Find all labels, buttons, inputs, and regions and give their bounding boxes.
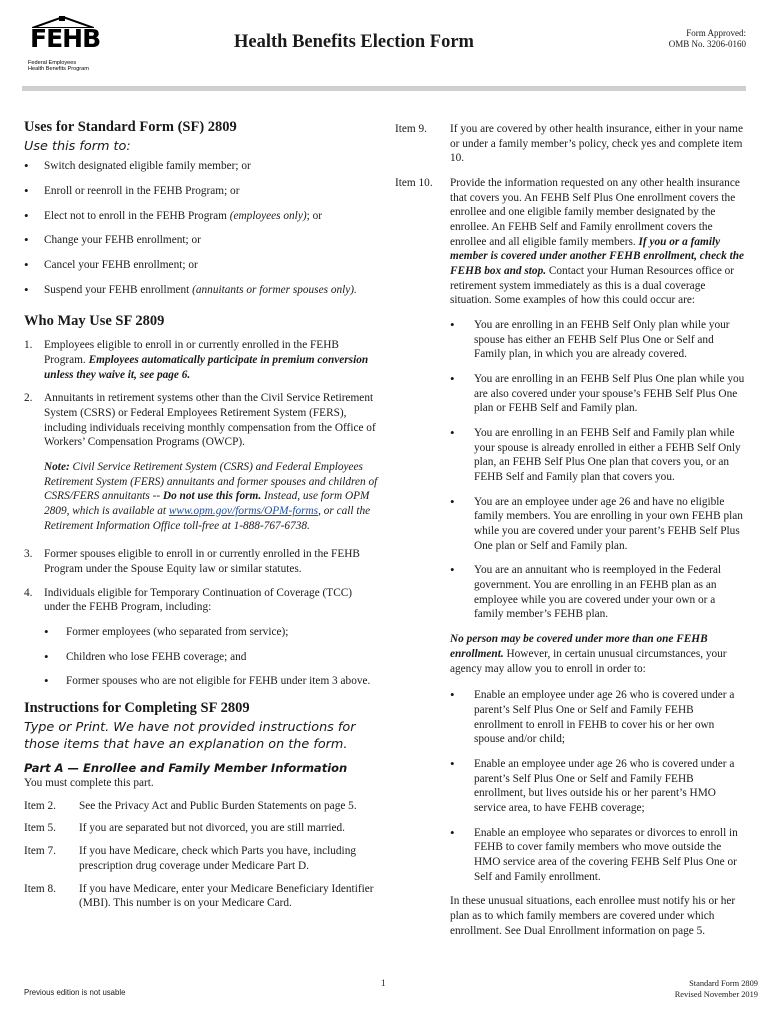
tcc-list bbox=[44, 625, 379, 689]
list-item: • Enable an employee under age 26 who is covered under a parent’s Self Plus One or Self and Family FEHB enrollment to enroll in FEHB to cover his or her own spouse and/or child; bbox=[450, 688, 745, 747]
list-item: • Cancel your FEHB enrollment; or bbox=[24, 258, 379, 273]
logo-letters: FEHB bbox=[30, 24, 101, 53]
closing-paragraph: In these unusual situations, each enrollee must notify his or her plan as to which family members are covered under which enrollment. See Dual Enrollment information on page 5. bbox=[450, 895, 736, 937]
list-item: • Children who lose FEHB coverage; and bbox=[44, 650, 379, 665]
fehb-logo bbox=[28, 16, 101, 73]
note-label: Note: bbox=[44, 461, 70, 474]
opm-forms-link[interactable]: www.opm.gov/forms/OPM-forms bbox=[168, 505, 319, 518]
list-item: • You are enrolling in an FEHB Self Plus One plan while you are also covered under your spouse’s FEHB Self Plus One plan or FEHB Self and Family plan. bbox=[450, 372, 745, 416]
allow-list bbox=[450, 688, 745, 884]
list-item: 2. Annuitants in retirement systems other than the Civil Service Retirement System (CSRS) or Federal Employees Retirement System (FERS), including individuals receiving monthly compensation from the Office of Workers’ Compensation Programs (OWCP). bbox=[24, 392, 376, 449]
who-heading: Who May Use SF 2809 bbox=[24, 312, 165, 329]
list-item: • Former employees (who separated from service); bbox=[44, 625, 379, 640]
header-divider bbox=[22, 86, 746, 91]
instruction-item: Item 7. If you have Medicare, check which Parts you have, including prescription drug coverage under Medicare Part D. bbox=[24, 845, 356, 872]
no-person-paragraph: No person may be covered under more than one FEHB enrollment. However, in certain unusual circumstances, your agency may allow you to enroll in order to: bbox=[450, 633, 727, 675]
logo-line-1: Federal Employees bbox=[28, 60, 77, 66]
page-number: 1 bbox=[381, 979, 386, 989]
page-title: Health Benefits Election Form bbox=[234, 32, 474, 52]
list-item: 3. Former spouses eligible to enroll in or currently enrolled in the FEHB Program under the Spouse Equity law or similar statutes. bbox=[24, 548, 360, 576]
list-item: • Change your FEHB enrollment; or bbox=[24, 233, 379, 248]
form-number: Standard Form 2809 bbox=[689, 979, 758, 988]
item-10: Item 10. Provide the information requested on any other health insurance that covers you. An FEHB Self Plus One enrollment covers the enrollee and one eligible family member designated by the enrollee. An FEHB Self and Family enrollment covers the enrollee and all eligible family members. If you or a family member is covered under another FEHB enrollment, check the FEHB box and stop. Contact your Human Resources office or retirement system immediately as this is a dual coverage situation. Some examples of how this could occur are: bbox=[395, 177, 745, 307]
part-a-note: You must complete this part. bbox=[24, 777, 154, 790]
who-list-continued bbox=[24, 547, 379, 689]
instruction-item: Item 5. If you are separated but not divorced, you are still married. bbox=[24, 822, 346, 835]
uses-heading: Uses for Standard Form (SF) 2809 bbox=[24, 119, 237, 135]
list-item: • You are enrolling in an FEHB Self and Family plan while your spouse is already enrolled in either a FEHB Self Only plan, an FEHB Self Plus One plan that covers you, or an FEHB Self and Family plan that covers you. bbox=[450, 426, 745, 485]
approval-line-1: Form Approved: bbox=[686, 28, 746, 38]
item-9: Item 9. If you are covered by other health insurance, either in your name or under a family member’s policy, check yes and complete item 10. bbox=[395, 123, 743, 165]
list-item: 4. Individuals eligible for Temporary Continuation of Coverage (TCC) under the FEHB Program, including: • Former employees (who separated from service); • Children who lose FEHB coverage; and • Former spouses who are not eligible for FEHB under item 3 above. bbox=[24, 586, 379, 689]
omb-approval bbox=[669, 28, 746, 51]
note-block: Note: Civil Service Retirement System (CSRS) and Federal Employees Retirement System (FERS) annuitants and former spouses and children of CSRS/FERS annuitants -- Do not use this form. Instead, use form OPM 2809, which is available at www.opm.gov/forms/OPM-forms, or call the Retirement Information Office toll-free at 1-888-767-6738. bbox=[44, 461, 378, 532]
list-item: • You are an employee under age 26 and have no eligible family members. You are enrolling in your own FEHB plan while you are covered under your parent’s FEHB Self Plus One plan or Self and Family plan. bbox=[450, 495, 745, 554]
page-header bbox=[0, 0, 768, 92]
footer-previous-edition: Previous edition is not usable bbox=[24, 988, 126, 997]
list-item: • Elect not to enroll in the FEHB Program (employees only); or bbox=[24, 209, 379, 224]
form-revision: Revised November 2019 bbox=[674, 990, 758, 1000]
instruction-item: Item 2. See the Privacy Act and Public Burden Statements on page 5. bbox=[24, 799, 357, 812]
part-a-items bbox=[24, 799, 379, 911]
list-item: • You are an annuitant who is reemployed in the Federal government. You are enrolling in an FEHB plan as an employee while you are covered under your own or a family member’s FEHB plan. bbox=[450, 563, 745, 622]
uses-list bbox=[24, 159, 379, 297]
list-item: • Enable an employee under age 26 who is covered under a parent’s Self Plus One or Self and Family FEHB enrollment, but lives outside his or her parent’s HMO service area, to have FEHB coverage; bbox=[450, 757, 745, 816]
approval-line-2: OMB No. 3206-0160 bbox=[668, 39, 746, 50]
left-column bbox=[24, 118, 379, 919]
list-item: • You are enrolling in an FEHB Self Only plan while your spouse has either an FEHB Self Plus One or Self and Family plan, in which you are already covered. bbox=[450, 318, 745, 362]
list-item: 1. Employees eligible to enroll in or currently enrolled in the FEHB Program. Employees automatically participate in premium conversion unless they waive it, see page 6. bbox=[24, 339, 369, 381]
list-item: • Switch designated eligible family member; or bbox=[24, 159, 379, 174]
list-item: • Enable an employee who separates or divorces to enroll in FEHB to cover family members who move outside the HMO service area of the covering FEHB Self Plus One or Self and Family enrollment. bbox=[450, 826, 745, 885]
examples-list bbox=[450, 318, 745, 622]
who-list bbox=[24, 338, 379, 450]
list-item: • Enroll or reenroll in the FEHB Program; or bbox=[24, 184, 379, 199]
instruction-item: Item 8. If you have Medicare, enter your Medicare Beneficiary Identifier (MBI). This number is on your Medicare Card. bbox=[24, 882, 374, 910]
list-item: • Former spouses who are not eligible for FEHB under item 3 above. bbox=[44, 674, 379, 689]
right-column bbox=[395, 122, 745, 938]
list-item: • Suspend your FEHB enrollment (annuitants or former spouses only). bbox=[24, 283, 379, 298]
instructions-subhead: Type or Print. We have not provided instructions for those items that have an explanation on the form. bbox=[24, 719, 356, 752]
logo-line-2: Health Benefits Program bbox=[28, 66, 89, 73]
footer-form-info bbox=[675, 978, 758, 1001]
uses-subhead: Use this form to: bbox=[24, 138, 131, 154]
part-a-heading: Part A — Enrollee and Family Member Information bbox=[24, 761, 348, 776]
instructions-heading: Instructions for Completing SF 2809 bbox=[24, 700, 250, 717]
